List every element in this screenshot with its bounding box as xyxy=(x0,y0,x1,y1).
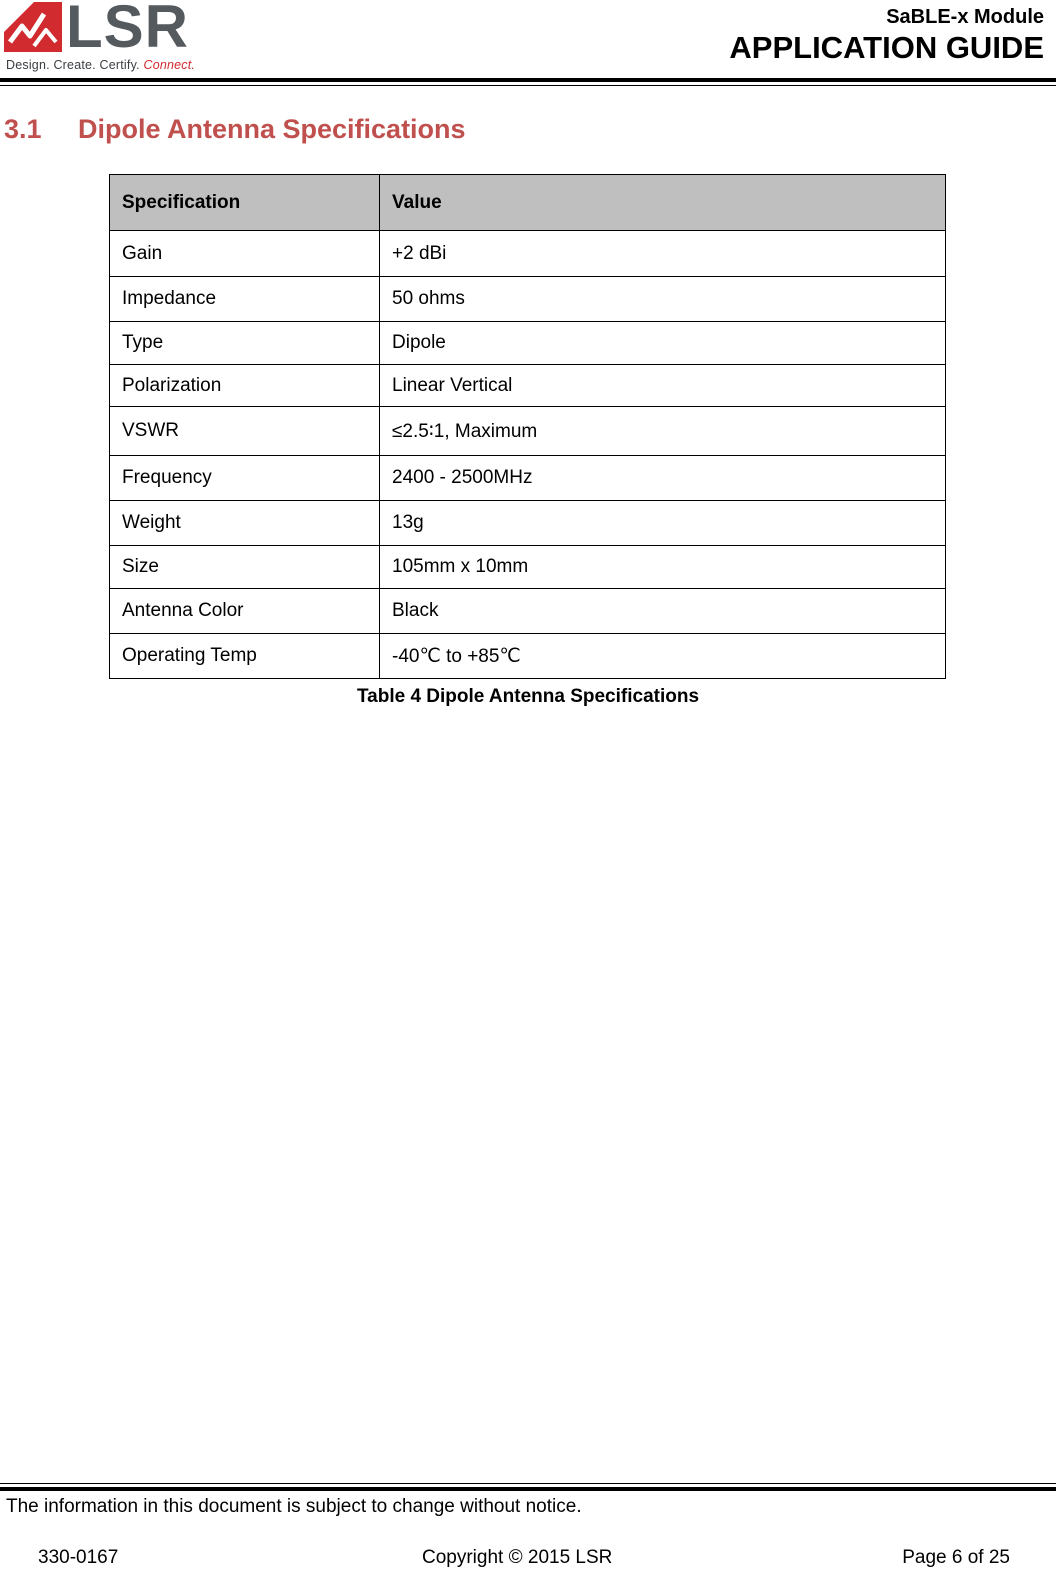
lsr-logo xyxy=(4,2,194,74)
column-header-value: Value xyxy=(380,175,946,231)
spec-value-cell: ≤2.5∶1, Maximum xyxy=(380,407,946,456)
table-row xyxy=(110,589,946,634)
document-header xyxy=(729,4,1044,66)
table-row xyxy=(110,456,946,501)
spec-name-cell: Gain xyxy=(110,231,380,277)
section-number: 3.1 xyxy=(4,114,42,144)
spec-name-cell: Polarization xyxy=(110,365,380,407)
logo-tagline-plain: Design. Create. Certify. xyxy=(6,58,140,72)
table-row xyxy=(110,501,946,546)
spec-name-cell: Impedance xyxy=(110,277,380,322)
page-number: Page 6 of 25 xyxy=(902,1547,1010,1568)
table-row xyxy=(110,322,946,365)
spec-name-cell: Type xyxy=(110,322,380,365)
lsr-logo-mark-icon xyxy=(4,2,62,52)
spec-value-cell: 13g xyxy=(380,501,946,546)
footer-rule-thick xyxy=(0,1487,1056,1491)
spec-value-cell: 50 ohms xyxy=(380,277,946,322)
document-number: 330-0167 xyxy=(38,1547,119,1568)
spec-value-cell: Linear Vertical xyxy=(380,365,946,407)
spec-name-cell: Frequency xyxy=(110,456,380,501)
column-header-specification: Specification xyxy=(110,175,380,231)
footer-notice: The information in this document is subject to change without notice. xyxy=(6,1496,582,1517)
table-row xyxy=(110,365,946,407)
copyright: Copyright © 2015 LSR xyxy=(422,1547,613,1568)
spec-name-cell: Operating Temp xyxy=(110,634,380,679)
spec-table xyxy=(109,174,946,679)
section-title: Dipole Antenna Specifications xyxy=(78,114,466,144)
spec-value-cell: 2400 - 2500MHz xyxy=(380,456,946,501)
section-heading xyxy=(4,114,466,145)
table-row xyxy=(110,407,946,456)
spec-name-cell: VSWR xyxy=(110,407,380,456)
logo-tagline xyxy=(6,58,195,72)
table-header-row xyxy=(110,175,946,231)
header-rule-thin xyxy=(0,85,1056,86)
table-row xyxy=(110,634,946,679)
spec-value-cell: +2 dBi xyxy=(380,231,946,277)
spec-value-cell: Black xyxy=(380,589,946,634)
table-row xyxy=(110,546,946,589)
spec-name-cell: Weight xyxy=(110,501,380,546)
logo-tagline-accent: Connect. xyxy=(143,58,196,72)
module-name: SaBLE-x Module xyxy=(886,6,1044,28)
spec-value-cell: 105mm x 10mm xyxy=(380,546,946,589)
table-caption: Table 4 Dipole Antenna Specifications xyxy=(356,686,700,707)
table-row xyxy=(110,277,946,322)
spec-name-cell: Size xyxy=(110,546,380,589)
logo-wordmark: LSR xyxy=(66,0,189,60)
footer-rule-thin xyxy=(0,1483,1056,1484)
spec-value-cell: Dipole xyxy=(380,322,946,365)
spec-name-cell: Antenna Color xyxy=(110,589,380,634)
document-title: APPLICATION GUIDE xyxy=(729,30,1044,65)
table-row xyxy=(110,231,946,277)
spec-value-cell: -40℃ to +85℃ xyxy=(380,634,946,679)
header-rule-thick xyxy=(0,78,1056,82)
